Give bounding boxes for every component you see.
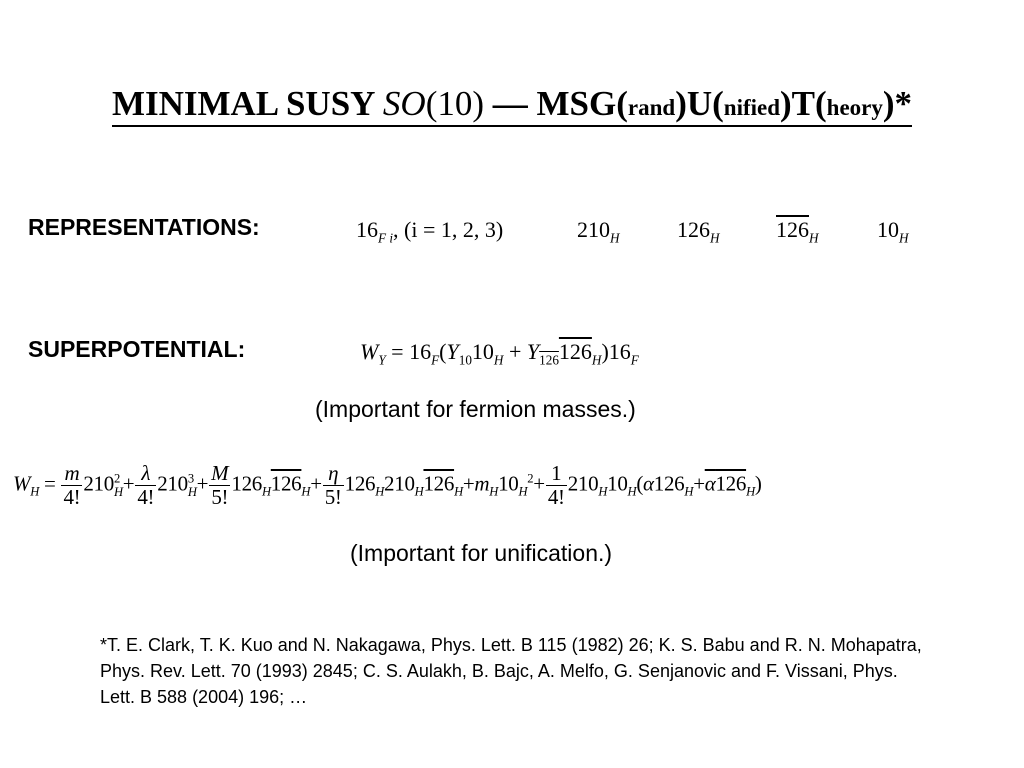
rep-210h bbox=[577, 217, 620, 246]
unification-note: (Important for unification.) bbox=[350, 540, 613, 566]
yukawa-superpotential-formula: $W_Y = 16_F(Y_{10}10_H + Y_{126}126_H)16_F$ bbox=[360, 339, 639, 368]
title-underlined-text bbox=[112, 84, 912, 127]
title-t: )T( bbox=[780, 84, 827, 123]
title-dash: — bbox=[484, 84, 537, 123]
title-ten: (10) bbox=[425, 84, 484, 123]
title-heory: heory bbox=[826, 95, 883, 120]
title-end: )* bbox=[882, 84, 913, 123]
references-footnote: *T. E. Clark, T. K. Kuo and N. Nakagawa, Phys. Lett. B 115 (1982) 26; K. S. Babu and R. N. Mohapatra, Phys. Rev. Lett. 70 (1993) 2845; C. S. Aulakh, B. Bajc, A. Melfo, G. Senjanovic and F. Vissani, Phys. Lett. B 588 (2004) 196; … bbox=[100, 635, 922, 707]
rep-fermion-number: 16 bbox=[356, 217, 378, 242]
rep-fermion-sub: F i bbox=[378, 230, 394, 246]
fermion-masses-note: (Important for fermion masses.) bbox=[315, 396, 636, 422]
rep-126bar-sub: H bbox=[809, 230, 819, 246]
superpotential-label: SUPERPOTENTIAL: bbox=[28, 336, 246, 362]
rep-210-number: 210 bbox=[577, 217, 610, 242]
title-nified: nified bbox=[723, 95, 781, 120]
title-so: SO bbox=[382, 84, 426, 123]
rep-126bar-h bbox=[776, 217, 819, 246]
rep-210-sub: H bbox=[610, 230, 620, 246]
slide-title bbox=[0, 84, 1024, 124]
rep-fermion-index: , (i = 1, 2, 3) bbox=[393, 217, 504, 242]
rep-126-number: 126 bbox=[677, 217, 710, 242]
rep-10h bbox=[877, 217, 909, 246]
rep-10-number: 10 bbox=[877, 217, 899, 242]
rep-126-sub: H bbox=[710, 230, 720, 246]
higgs-superpotential-formula: $W_H$ = $\frac{m}{4!}$ $210^2_H+$ $\frac{\lambda}{4!}$ $210^3_H+$ $\frac{M}{5!}$ $126_H126_H+$ $\frac{\eta}{5!}$ $126_H210_H126_H+m_H10_H^2+$ $\frac{1}{4!}$ $210_H10_H(\alpha 126_H+\alpha 126_H)$ bbox=[13, 461, 762, 510]
rep-10-sub: H bbox=[899, 230, 909, 246]
representations-label: REPRESENTATIONS: bbox=[28, 214, 260, 240]
rep-126h bbox=[677, 217, 720, 246]
title-u: )U( bbox=[675, 84, 724, 123]
title-rand: rand bbox=[627, 95, 676, 120]
title-minimal-susy: MINIMAL SUSY bbox=[111, 84, 383, 123]
rep-126bar-number: 126 bbox=[776, 217, 809, 242]
rep-fermion-16 bbox=[356, 217, 504, 246]
title-msg: MSG( bbox=[536, 84, 628, 123]
